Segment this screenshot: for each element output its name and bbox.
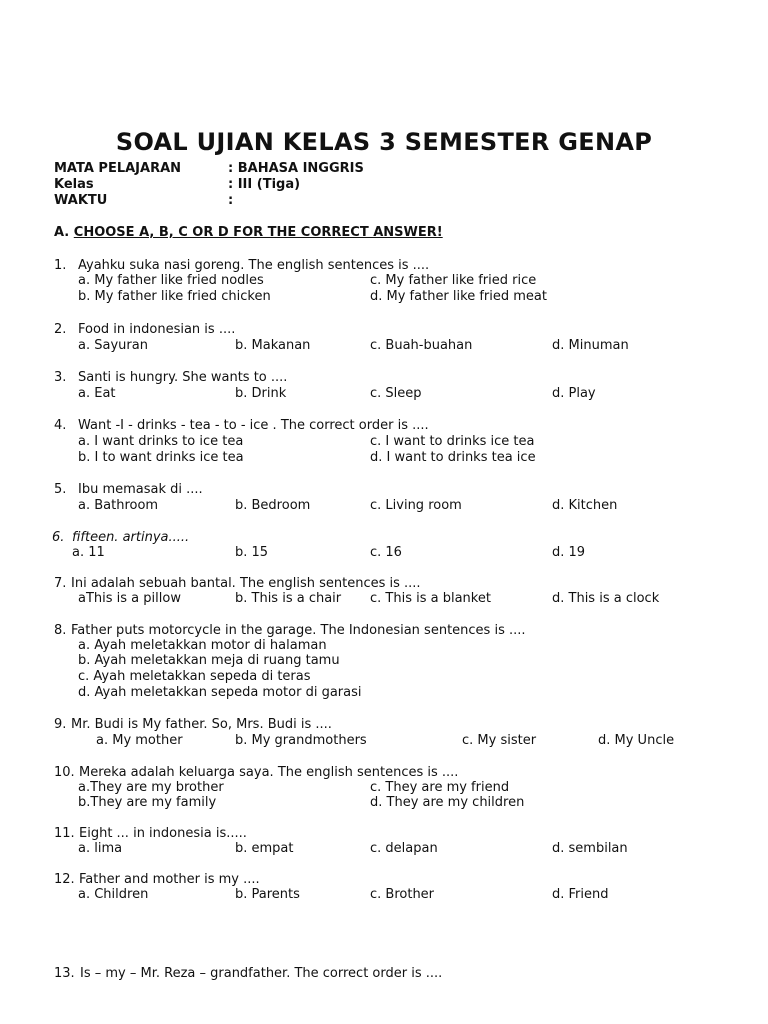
question-number: 1. bbox=[54, 258, 67, 273]
option-c: c. My father like fried rice bbox=[370, 273, 537, 288]
question-text: Want -I - drinks - tea - to - ice . The correct order is .... bbox=[78, 418, 429, 433]
option-c: c. delapan bbox=[370, 841, 438, 856]
option-a: a. Ayah meletakkan motor di halaman bbox=[78, 638, 327, 653]
option-a: a. 11 bbox=[72, 545, 105, 560]
time-label: WAKTU bbox=[54, 193, 108, 208]
question-number: 13. bbox=[54, 966, 75, 981]
option-b: b. Parents bbox=[235, 887, 300, 902]
question-text: Ayahku suka nasi goreng. The english sentences is .... bbox=[78, 258, 430, 273]
option-a: a. Children bbox=[78, 887, 149, 902]
question-text: Ibu memasak di .... bbox=[78, 482, 203, 497]
question-number: 9. bbox=[54, 717, 67, 732]
option-a: a. My father like fried nodles bbox=[78, 273, 264, 288]
option-d: d. My Uncle bbox=[598, 733, 675, 748]
question-number: 5. bbox=[54, 482, 67, 497]
option-b: b. 15 bbox=[235, 545, 269, 560]
option-d: d. Ayah meletakkan sepeda motor di garasi bbox=[78, 685, 362, 700]
option-a: aThis is a pillow bbox=[78, 591, 181, 606]
option-a: a. My mother bbox=[96, 733, 183, 748]
time-value: : bbox=[228, 193, 234, 208]
option-d: d. Minuman bbox=[552, 338, 629, 353]
option-a: a. lima bbox=[78, 841, 123, 856]
section-text: CHOOSE A, B, C OR D FOR THE CORRECT ANSWER! bbox=[73, 225, 443, 240]
question-number: 2. bbox=[54, 322, 67, 337]
question-number: 7. bbox=[54, 576, 67, 591]
option-b: b. My grandmothers bbox=[235, 733, 367, 748]
option-c: c. This is a blanket bbox=[370, 591, 491, 606]
question-text: Food in indonesian is .... bbox=[78, 322, 236, 337]
option-d: d. Play bbox=[552, 386, 596, 401]
question-text: Mereka adalah keluarga saya. The english sentences is .... bbox=[79, 765, 459, 780]
option-c: c. They are my friend bbox=[370, 780, 510, 795]
option-d: d. sembilan bbox=[552, 841, 628, 856]
option-d: d. Kitchen bbox=[552, 498, 618, 513]
question-number: 3. bbox=[54, 370, 67, 385]
option-a: a. Bathroom bbox=[78, 498, 159, 513]
question-number: 10. bbox=[54, 765, 75, 780]
question-text: Santi is hungry. She wants to .... bbox=[78, 370, 288, 385]
option-b: b.They are my family bbox=[78, 795, 217, 810]
option-b: b. I to want drinks ice tea bbox=[78, 450, 244, 465]
option-d: d. My father like fried meat bbox=[370, 289, 547, 304]
option-b: b. Bedroom bbox=[235, 498, 311, 513]
option-d: d. Friend bbox=[552, 887, 609, 902]
option-b: b. Makanan bbox=[235, 338, 311, 353]
option-d: d. I want to drinks tea ice bbox=[370, 450, 536, 465]
option-a: a.They are my brother bbox=[78, 780, 224, 795]
question-text: Is – my – Mr. Reza – grandfather. The correct order is .... bbox=[80, 966, 443, 981]
class-value: : III (Tiga) bbox=[228, 177, 301, 192]
option-c: c. Living room bbox=[370, 498, 462, 513]
option-c: c. I want to drinks ice tea bbox=[370, 434, 535, 449]
option-c: c. Sleep bbox=[370, 386, 422, 401]
option-a: a. Sayuran bbox=[78, 338, 148, 353]
question-number: 11. bbox=[54, 826, 75, 841]
option-c: c. 16 bbox=[370, 545, 402, 560]
page-title: SOAL UJIAN KELAS 3 SEMESTER GENAP bbox=[115, 128, 653, 156]
question-number: 4. bbox=[54, 418, 67, 433]
option-b: b. Drink bbox=[235, 386, 287, 401]
option-d: d. This is a clock bbox=[552, 591, 660, 606]
section-instruction bbox=[54, 225, 443, 240]
option-a: a. Eat bbox=[78, 386, 116, 401]
subject-value: : BAHASA INGGRIS bbox=[228, 161, 364, 176]
question-number: 6. bbox=[52, 530, 65, 545]
option-d: d. They are my children bbox=[370, 795, 525, 810]
question-text: Eight ... in indonesia is..... bbox=[79, 826, 247, 841]
class-label: Kelas bbox=[54, 177, 94, 192]
option-c: c. Ayah meletakkan sepeda di teras bbox=[78, 669, 311, 684]
option-c: c. Brother bbox=[370, 887, 435, 902]
option-a: a. I want drinks to ice tea bbox=[78, 434, 244, 449]
question-text: Ini adalah sebuah bantal. The english sentences is .... bbox=[71, 576, 421, 591]
section-prefix: A. bbox=[54, 225, 70, 240]
question-text: Father and mother is my .... bbox=[79, 872, 260, 887]
subject-label: MATA PELAJARAN bbox=[54, 161, 182, 176]
question-number: 8. bbox=[54, 623, 67, 638]
option-d: d. 19 bbox=[552, 545, 586, 560]
option-c: c. Buah-buahan bbox=[370, 338, 473, 353]
option-c: c. My sister bbox=[462, 733, 537, 748]
option-b: b. My father like fried chicken bbox=[78, 289, 271, 304]
option-b: b. empat bbox=[235, 841, 294, 856]
question-text: fifteen. artinya..... bbox=[72, 530, 190, 545]
question-text: Mr. Budi is My father. So, Mrs. Budi is .... bbox=[71, 717, 332, 732]
question-number: 12. bbox=[54, 872, 75, 887]
option-b: b. This is a chair bbox=[235, 591, 342, 606]
question-text: Father puts motorcycle in the garage. The Indonesian sentences is .... bbox=[71, 623, 526, 638]
option-b: b. Ayah meletakkan meja di ruang tamu bbox=[78, 653, 340, 668]
